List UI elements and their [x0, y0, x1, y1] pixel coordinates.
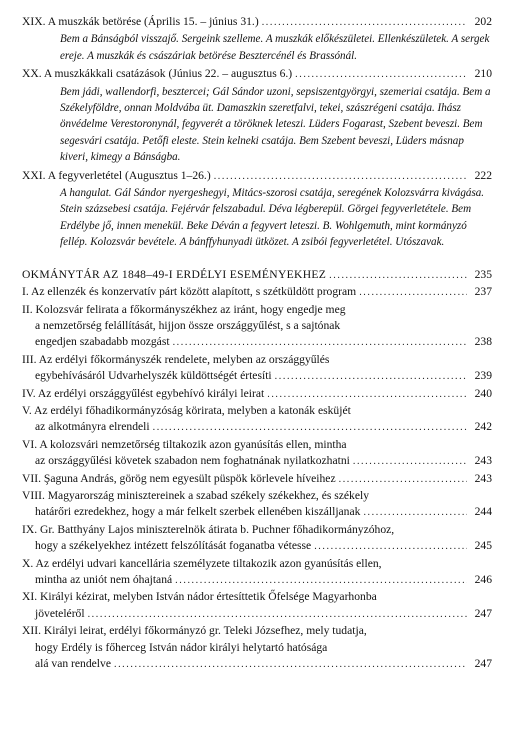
page-number: 239	[474, 369, 492, 383]
dot-leader	[267, 387, 467, 403]
document-title-continued: hogy Erdély is főherceg István nádor királyi helytartó hatósága	[35, 640, 328, 654]
document-line	[22, 352, 492, 368]
chapter-description: A hangulat. Gál Sándor nyergeshegyi, Mitács-szorosi csatája, seregének Kolozsvárra kivágása. Stein százsebesi csatája. Fejérvár felszabadul. Déva légberepül. Görgei fegyverletétele. Bem Erdélybe jő, innen menekül. Beke Déván a fegyvert leteszi. B. Wohlgemuth, mint kormányzó fellép. Kolozsvár bevétele. A bánffyhunyadi ütközet. A zsibói fegyverletétel. Utószavak.	[60, 187, 485, 249]
dot-leader	[114, 657, 467, 673]
page-number: 247	[474, 606, 492, 620]
page-number: 244	[474, 505, 492, 519]
document-line	[22, 572, 492, 589]
section-heading	[22, 267, 492, 284]
document-title-continued: jöveteléről	[35, 606, 85, 620]
document-entry-viii	[22, 488, 492, 522]
document-entry-ix	[22, 522, 492, 556]
document-line	[22, 368, 492, 385]
document-entry-i	[22, 284, 492, 301]
document-title: XI. Királyi kézirat, melyben István nádor értesíttetik Őfelsége Magyarhonba	[22, 590, 377, 604]
chapter-title: XXI. A fegyverletétel (Augusztus 1–26.)	[22, 168, 211, 182]
document-entry-x	[22, 556, 492, 590]
dot-leader	[314, 539, 467, 555]
chapter-description: Bem jádi, wallendorfi, besztercei; Gál Sándor uzoni, sepsiszentgyörgyi, szemeriai csatája. Bem a Székelyföldre, onnan Moldvába üt. Damaszkin szeretfalvi, tekei, szászrégeni csatája. Ihász önvédelme Verestoronynál, fegyverét a töröknek leteszi. Lüders Fogarast, Szebent beveszi. Bem segesvári csatája. Petőfi eleste. Stein kelneki csatája. Bem Szebent beveszi, Lüders másnap kiveri, kimegy a Bánságba.	[60, 85, 491, 164]
document-entry-iv	[22, 386, 492, 403]
document-line	[22, 488, 492, 504]
document-line	[22, 606, 492, 623]
document-line	[22, 471, 492, 488]
page-number: 210	[474, 67, 492, 81]
chapter-title-line	[22, 168, 492, 185]
dot-leader	[153, 420, 467, 436]
document-title: VII. Şaguna András, görög nem egyesült püspök körlevele híveihez	[22, 471, 336, 485]
document-line	[22, 453, 492, 470]
dot-leader	[329, 268, 467, 284]
document-line	[22, 656, 492, 673]
dot-leader	[88, 607, 467, 623]
dot-leader	[295, 67, 467, 83]
document-title: VI. A kolozsvári nemzetőrség tiltakozik azon gyanúsítás ellen, mintha	[22, 437, 347, 451]
document-entry-iii	[22, 352, 492, 386]
document-entry-v	[22, 403, 492, 437]
document-entry-xi	[22, 589, 492, 623]
page-number: 235	[474, 267, 492, 281]
document-title: X. Az erdélyi udvari kancellária személyzete tiltakozik azon gyanúsítás ellen,	[22, 556, 382, 570]
dot-leader	[359, 285, 467, 301]
document-line	[22, 538, 492, 555]
document-entry-ii	[22, 302, 492, 352]
section-gap	[22, 253, 492, 267]
dot-leader	[262, 15, 467, 31]
page-number: 238	[474, 335, 492, 349]
dot-leader	[363, 505, 467, 521]
chapter-title-line	[22, 66, 492, 83]
page-number: 202	[474, 15, 492, 28]
document-title-continued: az alkotmányra elrendeli	[35, 420, 150, 434]
document-title-continued: határőri ezredekhez, hogy a már felkelt szerbek ellenében kiszálljanak	[35, 505, 361, 519]
page-number: 243	[474, 471, 492, 485]
dot-leader	[275, 369, 467, 385]
dot-leader	[339, 472, 467, 488]
document-line	[22, 334, 492, 351]
chapter-entry-xxi	[22, 168, 492, 251]
page-number: 246	[474, 573, 492, 586]
document-title-continued: hogy a székelyekhez intézett felszólítását foganatba vétesse	[35, 539, 312, 553]
document-line	[22, 386, 492, 403]
page-number: 222	[474, 168, 492, 182]
chapter-title: XX. A muszkákkali csatázások (Június 22. – augusztus 6.)	[22, 67, 293, 81]
document-line	[22, 419, 492, 436]
chapter-title: XIX. A muszkák betörése (Április 15. – június 31.)	[22, 15, 259, 28]
document-line	[22, 522, 492, 538]
dot-leader	[173, 335, 467, 351]
document-line	[22, 437, 492, 453]
page-number: 237	[474, 285, 492, 299]
document-title: IX. Gr. Batthyány Lajos miniszterelnök átirata b. Puchner főhadikormányzóhoz,	[22, 522, 395, 536]
chapter-title-line	[22, 14, 492, 31]
document-title-continued: egybehívásáról Udvarhelyszék küldöttségét értesíti	[35, 369, 272, 383]
document-line	[22, 556, 492, 572]
document-line	[22, 640, 492, 656]
dot-leader	[175, 573, 467, 589]
document-title-continued: az országgyűlési követek szabadon nem foghatnának nyilatkozhatni	[35, 454, 350, 468]
page-number: 247	[474, 657, 492, 671]
page-number: 240	[474, 386, 492, 400]
document-title: V. Az erdélyi főhadikormányzóság körirata, melyben a katonák esküjét	[22, 403, 351, 417]
document-title: IV. Az erdélyi országgyűlést egybehívó királyi leirat	[22, 386, 265, 400]
document-title-continued: mintha az uniót nem óhajtaná	[35, 573, 173, 586]
document-title: III. Az erdélyi főkormányszék rendelete, melyben az országgyűlés	[22, 352, 330, 366]
page-number: 245	[474, 539, 492, 553]
dot-leader	[214, 169, 467, 185]
document-line	[22, 302, 492, 318]
page-number: 242	[474, 420, 492, 434]
document-title: II. Kolozsvár felirata a főkormányszékhez az iránt, hogy engedje meg	[22, 302, 346, 316]
section-title: OKMÁNYTÁR AZ 1848–49-I ERDÉLYI ESEMÉNYEKHEZ	[22, 267, 327, 281]
document-title: I. Az ellenzék és konzervatív párt között alapított, s szétküldött program	[22, 285, 357, 299]
document-entry-xii	[22, 623, 492, 673]
document-title-continued: engedjen szabadabb mozgást	[35, 335, 170, 349]
dot-leader	[353, 454, 467, 470]
document-title: XII. Királyi leirat, erdélyi főkormányzó gr. Teleki Józsefhez, mely tudatja,	[22, 624, 367, 638]
document-line	[22, 504, 492, 521]
document-entry-vii	[22, 471, 492, 488]
document-line	[22, 284, 492, 301]
document-line	[22, 318, 492, 334]
document-line	[22, 403, 492, 419]
chapter-entry-xx	[22, 66, 492, 165]
document-line	[22, 623, 492, 639]
chapter-entry-xix	[22, 14, 492, 64]
document-title-continued: alá van rendelve	[35, 657, 111, 671]
document-line	[22, 589, 492, 605]
document-title-continued: a nemzetőrség felállítását, hijjon össze országgyűlést, s a sajtónak	[35, 318, 341, 332]
chapter-description: Bem a Bánságból visszajő. Sergeink szelleme. A muszkák előkészületei. Ellenkészületek. A sergek ereje. A muszkák és császáriak betörése Besztercénél és Brassónál.	[60, 33, 490, 62]
document-title: VIII. Magyarország minisztereinek a szabad székely székekhez, és székely	[22, 488, 370, 502]
page-number: 243	[474, 454, 492, 468]
document-entry-vi	[22, 437, 492, 471]
